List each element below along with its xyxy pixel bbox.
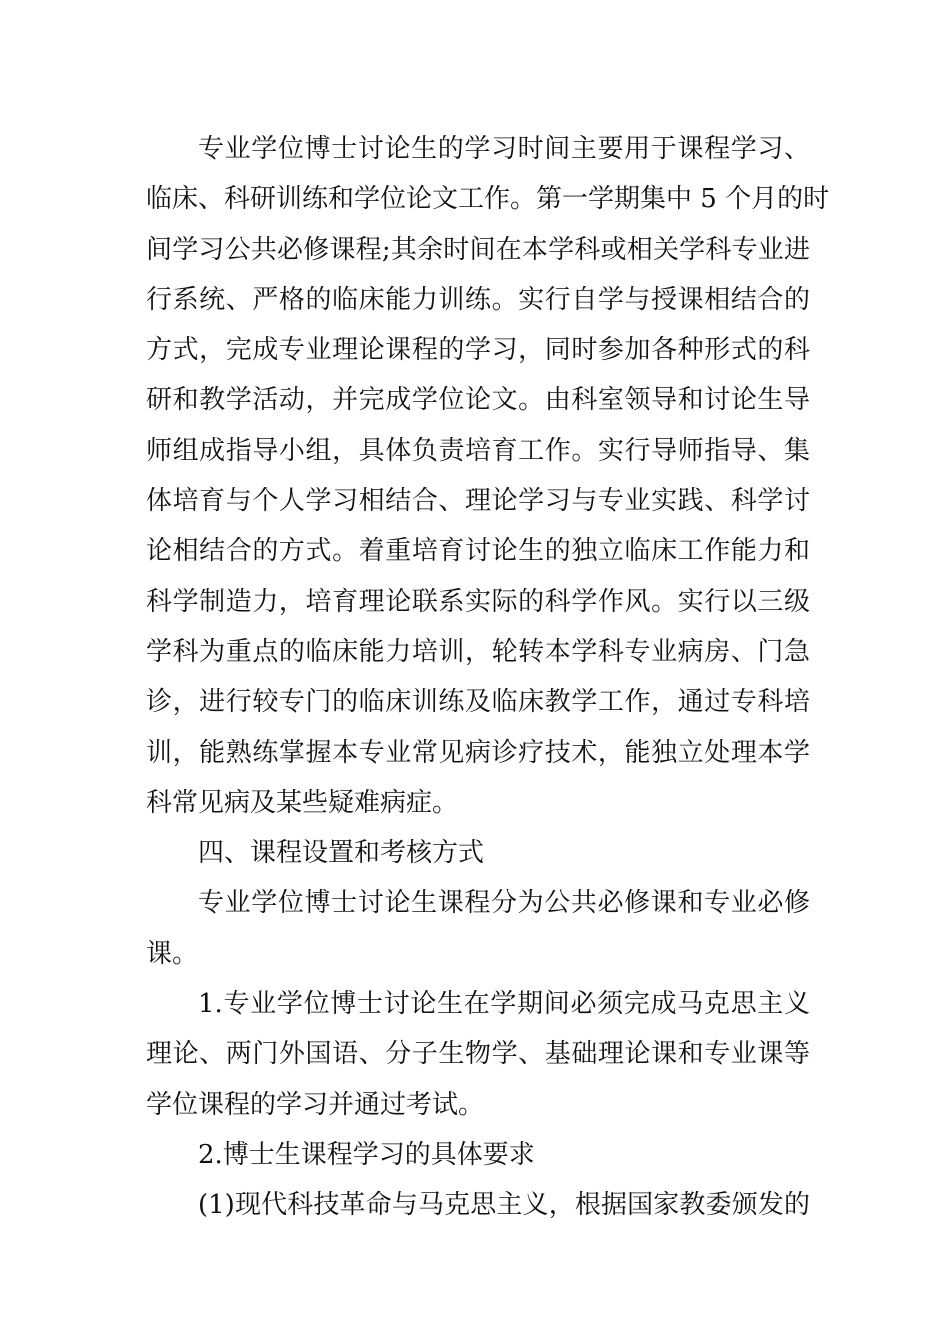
paragraph-study-time (146, 124, 830, 828)
text-line: 学位课程的学习并通过考试。 (146, 1089, 485, 1120)
text-line: 1.专业学位博士讨论生在学期间必须完成马克思主义 (198, 989, 810, 1020)
paragraph-specific-requirements (146, 1130, 810, 1180)
document-body (146, 124, 830, 1231)
text-line: 体培育与个人学习相结合、理论学习与专业实践、科学讨 (146, 486, 810, 517)
paragraph-required-courses (146, 979, 810, 1130)
text-line: 学科为重点的临床能力培训，轮转本学科专业病房、门急 (146, 636, 810, 667)
text-line: (1)现代科技革命与马克思主义，根据国家教委颁发的 (198, 1190, 810, 1221)
text-line: 科学制造力，培育理论联系实际的科学作风。实行以三级 (146, 586, 810, 617)
text-line: 课。 (146, 938, 199, 969)
heading-text: 四、课程设置和考核方式 (198, 838, 485, 869)
text-line: 间学习公共必修课程;其余时间在本学科或相关学科专业进 (146, 234, 810, 265)
text-line: 理论、两门外国语、分子生物学、基础理论课和专业课等 (146, 1039, 810, 1070)
text-line: 2.博士生课程学习的具体要求 (198, 1139, 535, 1170)
text-line: 方式，完成专业理论课程的学习，同时参加各种形式的科 (146, 335, 810, 366)
text-line: 行系统、严格的临床能力训练。实行自学与授课相结合的 (146, 284, 810, 315)
text-line: 论相结合的方式。着重培育讨论生的独立临床工作能力和 (146, 536, 810, 567)
text-line: 专业学位博士讨论生的学习时间主要用于课程学习、 (198, 134, 810, 164)
text-line: 研和教学活动，并完成学位论文。由科室领导和讨论生导 (146, 385, 810, 416)
text-line: 科常见病及某些疑难病症。 (146, 787, 459, 818)
text-line: 师组成指导小组，具体负责培育工作。实行导师指导、集 (146, 435, 810, 466)
paragraph-marxism-course (146, 1180, 810, 1230)
text-line: 临床、科研训练和学位论文工作。第一学期集中 5 个月的时 (146, 184, 830, 215)
text-line: 专业学位博士讨论生课程分为公共必修课和专业必修 (198, 888, 810, 919)
section-heading (146, 828, 810, 878)
text-line: 诊，进行较专门的临床训练及临床教学工作，通过专科培 (146, 687, 810, 718)
text-line: 训，能熟练掌握本专业常见病诊疗技术，能独立处理本学 (146, 737, 810, 768)
paragraph-course-categories (146, 878, 810, 979)
